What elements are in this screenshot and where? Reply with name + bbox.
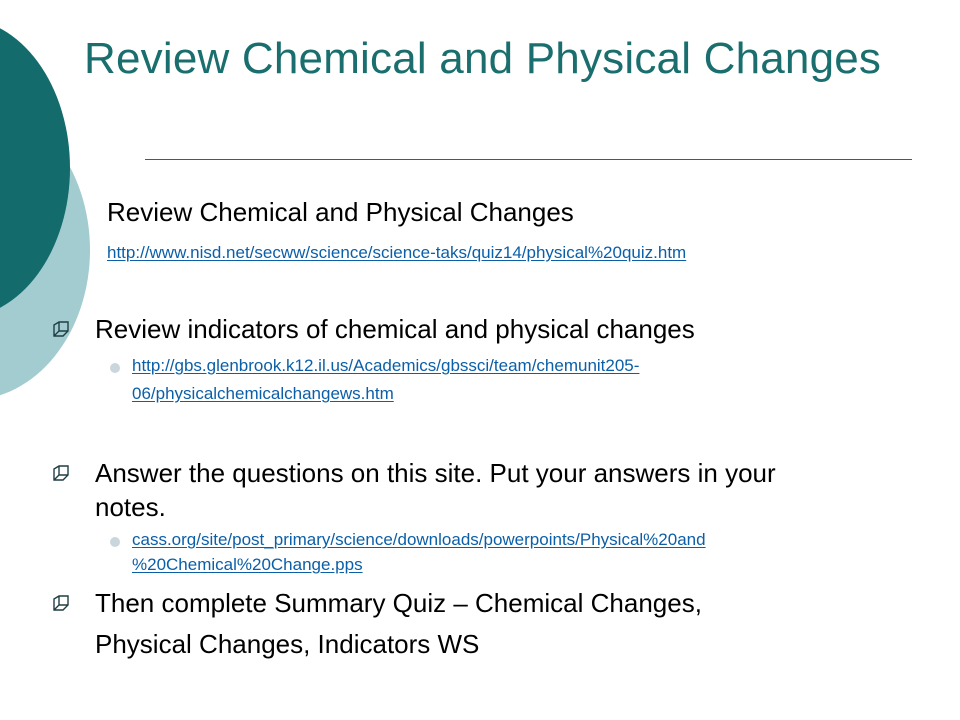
bullet-1-link-line-1[interactable]: http://gbs.glenbrook.k12.il.us/Academics/gbssci/team/chemunit205- — [132, 356, 640, 375]
hollow-square-bullet-icon — [52, 320, 70, 338]
slide-title: Review Chemical and Physical Changes — [84, 34, 882, 83]
bullet-1-link-line-2[interactable]: 06/physicalchemicalchangews.htm — [132, 384, 394, 403]
dot-bullet-icon — [110, 537, 120, 547]
hollow-square-bullet-icon — [52, 594, 70, 612]
bullet-2-text-line-2: notes. — [95, 492, 166, 522]
bullet-2-text-line-1: Answer the questions on this site. Put your answers in your — [95, 458, 776, 488]
bullet-2-link-line-1[interactable]: cass.org/site/post_primary/science/downloads/powerpoints/Physical%20and — [132, 530, 706, 549]
intro-link[interactable]: http://www.nisd.net/secww/science/science-taks/quiz14/physical%20quiz.htm — [107, 243, 687, 262]
dot-bullet-icon — [110, 363, 120, 373]
intro-heading: Review Chemical and Physical Changes — [107, 197, 574, 227]
bullet-1-text: Review indicators of chemical and physical changes — [95, 314, 695, 344]
title-divider — [145, 159, 912, 160]
bullet-2-link-line-2[interactable]: %20Chemical%20Change.pps — [132, 555, 363, 574]
bullet-3-text-line-2: Physical Changes, Indicators WS — [95, 629, 480, 659]
hollow-square-bullet-icon — [52, 464, 70, 482]
bullet-3-text-line-1: Then complete Summary Quiz – Chemical Changes, — [95, 588, 702, 618]
